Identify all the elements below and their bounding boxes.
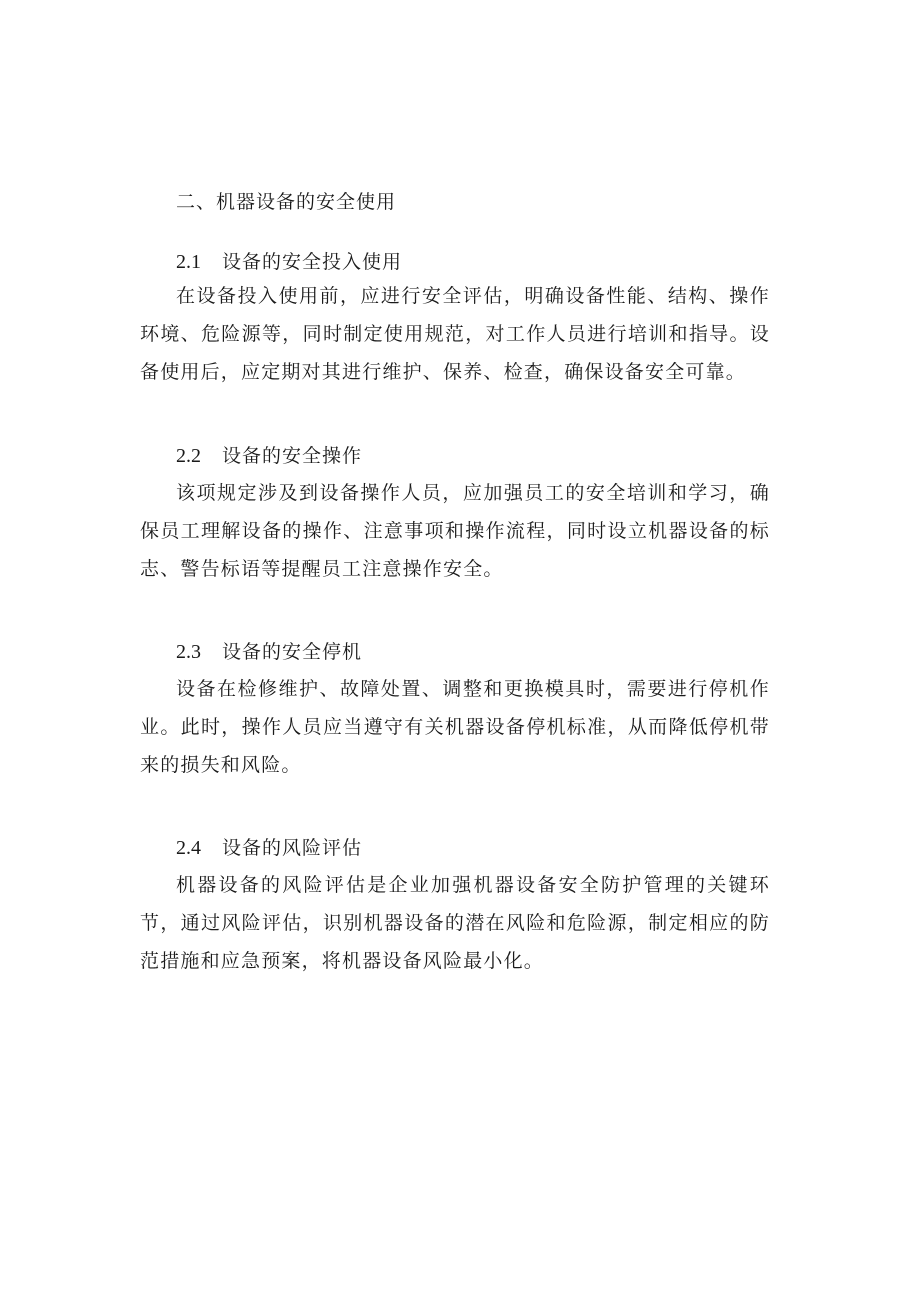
subsection-heading-2-1 bbox=[176, 250, 402, 274]
paragraph-2-2: 该项规定涉及到设备操作人员，应加强员工的安全培训和学习，确保员工理解设备的操作、注意事项和操作流程，同时设立机器设备的标志、警告标语等提醒员工注意操作安全。 bbox=[140, 482, 770, 580]
paragraph-2-3: 设备在检修维护、故障处置、调整和更换模具时，需要进行停机作业。此时，操作人员应当遵守有关机器设备停机标准，从而降低停机带来的损失和风险。 bbox=[140, 678, 770, 776]
section-title: 二、机器设备的安全使用 bbox=[176, 191, 397, 213]
subsection-number: 2.1 bbox=[176, 251, 201, 273]
subsection-title: 设备的安全停机 bbox=[222, 641, 363, 663]
paragraph-2-1: 在设备投入使用前，应进行安全评估，明确设备性能、结构、操作环境、危险源等，同时制定使用规范，对工作人员进行培训和指导。设备使用后，应定期对其进行维护、保养、检查，确保设备安全可靠。 bbox=[140, 285, 770, 383]
subsection-number: 2.4 bbox=[176, 837, 201, 859]
subsection-heading-2-2 bbox=[176, 444, 362, 468]
subsection-heading-2-3 bbox=[176, 640, 362, 664]
subsection-title: 设备的安全投入使用 bbox=[222, 251, 403, 273]
subsection-number: 2.3 bbox=[176, 641, 201, 663]
subsection-number: 2.2 bbox=[176, 445, 201, 467]
subsection-heading-2-4 bbox=[176, 836, 362, 860]
paragraph-2-4: 机器设备的风险评估是企业加强机器设备安全防护管理的关键环节，通过风险评估，识别机器设备的潜在风险和危险源，制定相应的防范措施和应急预案，将机器设备风险最小化。 bbox=[140, 874, 770, 972]
subsection-title: 设备的风险评估 bbox=[222, 837, 363, 859]
subsection-title: 设备的安全操作 bbox=[222, 445, 363, 467]
